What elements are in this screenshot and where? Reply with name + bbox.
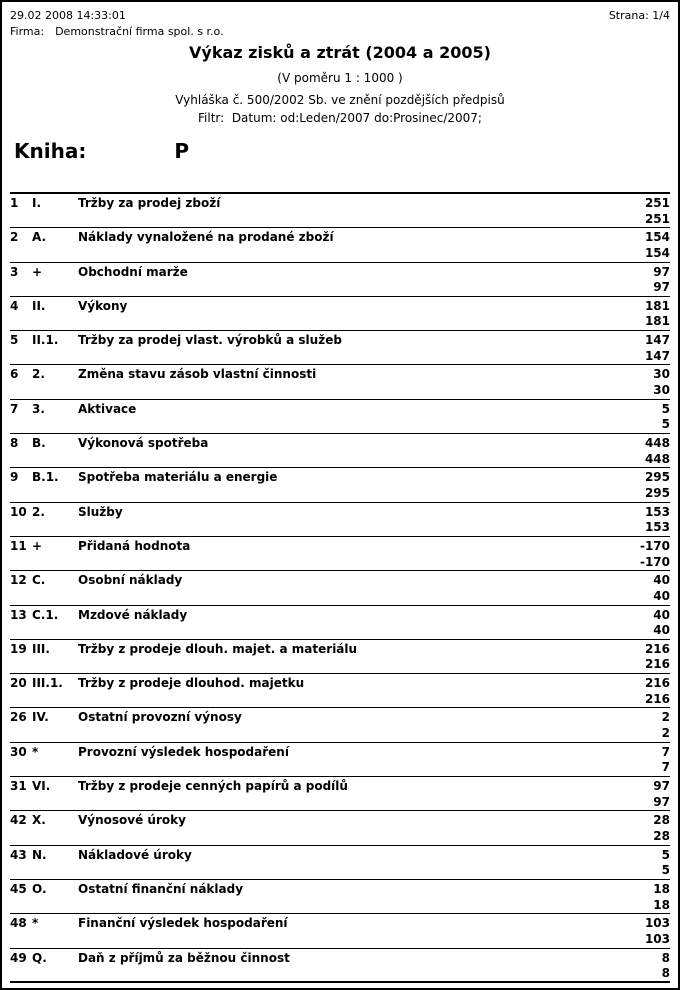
report-table (10, 192, 670, 983)
row-value-2: 5 (661, 863, 670, 878)
row-code: 2. (32, 504, 45, 519)
row-value-2: 216 (644, 657, 670, 672)
row-value-2: 181 (644, 314, 670, 329)
row-value-2: 216 (644, 691, 670, 706)
row-value-1: -170 (639, 538, 670, 553)
row-number: 26 (10, 710, 27, 725)
row-label: Náklady vynaložené na prodané zboží (78, 230, 334, 245)
table-row (10, 537, 670, 571)
page-number: Strana: 1/4 (608, 9, 670, 22)
row-label: Výkony (78, 298, 128, 313)
row-number: 48 (10, 916, 27, 931)
row-value-1: 251 (644, 196, 670, 210)
regulation-note: Vyhláška č. 500/2002 Sb. ve znění pozdějších předpisů (175, 93, 505, 107)
header-top (10, 8, 670, 24)
table-row (10, 914, 670, 948)
row-line-2 (10, 417, 670, 433)
row-number: 5 (10, 333, 19, 348)
row-value-1: 40 (653, 573, 670, 588)
row-value-1: 103 (644, 916, 670, 931)
table-row (10, 606, 670, 640)
row-value-2: 5 (661, 417, 670, 432)
table-row (10, 434, 670, 468)
row-number: 11 (10, 538, 27, 553)
row-value-2: 251 (644, 211, 670, 226)
row-value-1: 2 (661, 710, 670, 725)
row-code: X. (32, 813, 46, 828)
row-label: Výnosové úroky (78, 813, 186, 828)
row-value-2: 97 (653, 280, 670, 295)
row-code: C.1. (32, 607, 59, 622)
row-line-1 (10, 745, 670, 761)
row-value-2: -170 (639, 554, 670, 569)
row-line-1 (10, 333, 670, 349)
table-row (10, 331, 670, 365)
row-value-1: 97 (653, 779, 670, 794)
row-value-1: 28 (653, 813, 670, 828)
row-line-1 (10, 265, 670, 281)
table-row (10, 263, 670, 297)
row-value-2: 97 (653, 794, 670, 809)
row-value-1: 154 (644, 230, 670, 245)
row-number: 10 (10, 504, 27, 519)
row-line-1 (10, 470, 670, 486)
row-value-2: 40 (653, 588, 670, 603)
row-number: 45 (10, 881, 27, 896)
row-line-1 (10, 230, 670, 246)
table-row (10, 365, 670, 399)
row-line-2 (10, 657, 670, 673)
row-line-1 (10, 436, 670, 452)
row-code: * (32, 744, 39, 759)
row-code: N. (32, 847, 47, 862)
firm-name: Demonstrační firma spol. s r.o. (55, 25, 224, 38)
row-line-2 (10, 280, 670, 296)
table-row (10, 640, 670, 674)
row-value-2: 8 (661, 966, 670, 981)
row-value-1: 18 (653, 881, 670, 896)
row-line-2 (10, 452, 670, 468)
row-value-2: 153 (644, 520, 670, 535)
row-label: Nákladové úroky (78, 847, 192, 862)
row-number: 42 (10, 813, 27, 828)
firm-label: Firma: (10, 25, 45, 38)
table-row (10, 743, 670, 777)
row-line-2 (10, 966, 670, 982)
row-line-2 (10, 795, 670, 811)
row-value-2: 2 (661, 726, 670, 741)
row-label: Finanční výsledek hospodaření (78, 916, 288, 931)
row-label: Daň z příjmů za běžnou činnost (78, 950, 290, 965)
row-code: 3. (32, 401, 45, 416)
row-label: Tržby z prodeje cenných papírů a podílů (78, 779, 348, 794)
row-number: 3 (10, 264, 19, 279)
row-value-2: 103 (644, 931, 670, 946)
row-line-1 (10, 710, 670, 726)
row-code: A. (32, 230, 47, 245)
row-number: 9 (10, 470, 19, 485)
row-value-1: 5 (661, 401, 670, 416)
row-number: 12 (10, 573, 27, 588)
row-line-1 (10, 916, 670, 932)
row-label: Ostatní provozní výnosy (78, 710, 242, 725)
report-title: Výkaz zisků a ztrát (2004 a 2005) (189, 43, 491, 62)
row-number: 6 (10, 367, 19, 382)
row-line-2 (10, 314, 670, 330)
row-code: III. (32, 641, 50, 656)
book-label: Kniha: (14, 139, 87, 163)
row-line-1 (10, 642, 670, 658)
row-value-2: 40 (653, 623, 670, 638)
row-label: Výkonová spotřeba (78, 436, 209, 451)
row-line-2 (10, 829, 670, 845)
table-row (10, 194, 670, 228)
table-row (10, 468, 670, 502)
row-label: Ostatní finanční náklady (78, 881, 244, 896)
row-line-2 (10, 555, 670, 571)
row-code: * (32, 916, 39, 931)
row-line-1 (10, 813, 670, 829)
table-row (10, 503, 670, 537)
table-row (10, 400, 670, 434)
table-row (10, 846, 670, 880)
row-label: Změna stavu zásob vlastní činnosti (78, 367, 317, 382)
row-line-2 (10, 863, 670, 879)
table-row (10, 228, 670, 262)
row-value-1: 153 (644, 504, 670, 519)
row-number: 49 (10, 950, 27, 965)
table-row (10, 880, 670, 914)
table-row (10, 571, 670, 605)
table-row (10, 708, 670, 742)
row-number: 13 (10, 607, 27, 622)
row-code: + (32, 538, 43, 553)
row-number: 4 (10, 298, 19, 313)
row-number: 7 (10, 401, 19, 416)
row-line-2 (10, 589, 670, 605)
filter-line: Filtr: Datum: od:Leden/2007 do:Prosinec/2007; (198, 111, 482, 125)
row-value-1: 7 (661, 744, 670, 759)
row-label: Spotřeba materiálu a energie (78, 470, 278, 485)
row-value-1: 216 (644, 641, 670, 656)
row-code: 2. (32, 367, 45, 382)
row-value-2: 295 (644, 485, 670, 500)
row-value-1: 8 (661, 950, 670, 965)
row-value-1: 30 (653, 367, 670, 382)
row-number: 20 (10, 676, 27, 691)
row-value-1: 181 (644, 298, 670, 313)
row-code: B. (32, 436, 46, 451)
table-row (10, 777, 670, 811)
row-line-2 (10, 692, 670, 708)
row-code: O. (32, 881, 47, 896)
printed-timestamp: 29.02 2008 14:33:01 (10, 9, 126, 22)
row-line-1 (10, 402, 670, 418)
row-code: Q. (32, 950, 47, 965)
row-label: Provozní výsledek hospodaření (78, 744, 289, 759)
row-line-1 (10, 951, 670, 967)
row-value-2: 7 (661, 760, 670, 775)
row-line-1 (10, 608, 670, 624)
table-row (10, 949, 670, 983)
row-value-1: 295 (644, 470, 670, 485)
row-code: II. (32, 298, 46, 313)
row-label: Mzdové náklady (78, 607, 188, 622)
row-line-2 (10, 898, 670, 914)
row-line-1 (10, 779, 670, 795)
row-line-2 (10, 246, 670, 262)
row-value-2: 28 (653, 828, 670, 843)
book-value: P (174, 139, 189, 163)
row-label: Služby (78, 504, 123, 519)
row-number: 31 (10, 779, 27, 794)
row-label: Tržby z prodeje dlouh. majet. a materiálu (78, 641, 358, 656)
row-value-2: 147 (644, 348, 670, 363)
row-line-1 (10, 367, 670, 383)
row-value-1: 448 (644, 436, 670, 451)
firm-line (10, 24, 670, 40)
row-value-1: 147 (644, 333, 670, 348)
row-line-2 (10, 520, 670, 536)
row-value-2: 18 (653, 897, 670, 912)
row-line-2 (10, 212, 670, 228)
row-line-1 (10, 882, 670, 898)
row-line-1 (10, 539, 670, 555)
row-value-2: 154 (644, 245, 670, 260)
row-line-1 (10, 299, 670, 315)
ratio-note: (V poměru 1 : 1000 ) (277, 71, 403, 85)
row-number: 8 (10, 436, 19, 451)
row-label: Osobní náklady (78, 573, 183, 588)
row-line-1 (10, 676, 670, 692)
row-label: Přidaná hodnota (78, 538, 191, 553)
row-code: II.1. (32, 333, 59, 348)
row-line-2 (10, 932, 670, 948)
table-row (10, 297, 670, 331)
row-value-2: 30 (653, 383, 670, 398)
row-code: IV. (32, 710, 49, 725)
row-code: VI. (32, 779, 51, 794)
row-value-1: 40 (653, 607, 670, 622)
row-value-1: 97 (653, 264, 670, 279)
row-line-2 (10, 383, 670, 399)
row-code: III.1. (32, 676, 63, 691)
row-number: 30 (10, 744, 27, 759)
row-number: 1 (10, 196, 19, 210)
book-line (10, 138, 670, 164)
row-line-1 (10, 196, 670, 212)
row-code: C. (32, 573, 46, 588)
row-value-2: 448 (644, 451, 670, 466)
row-code: + (32, 264, 43, 279)
row-number: 19 (10, 641, 27, 656)
table-row (10, 811, 670, 845)
row-code: I. (32, 196, 42, 210)
row-label: Tržby za prodej vlast. výrobků a služeb (78, 333, 342, 348)
row-line-1 (10, 848, 670, 864)
row-label: Tržby za prodej zboží (78, 196, 221, 210)
row-code: B.1. (32, 470, 59, 485)
row-line-2 (10, 760, 670, 776)
row-label: Tržby z prodeje dlouhod. majetku (78, 676, 305, 691)
row-number: 2 (10, 230, 19, 245)
row-label: Obchodní marže (78, 264, 188, 279)
row-line-2 (10, 623, 670, 639)
row-line-1 (10, 573, 670, 589)
row-label: Aktivace (78, 401, 137, 416)
row-number: 43 (10, 847, 27, 862)
row-value-1: 5 (661, 847, 670, 862)
table-row (10, 674, 670, 708)
row-value-1: 216 (644, 676, 670, 691)
row-line-1 (10, 505, 670, 521)
row-line-2 (10, 726, 670, 742)
row-line-2 (10, 486, 670, 502)
row-line-2 (10, 349, 670, 365)
